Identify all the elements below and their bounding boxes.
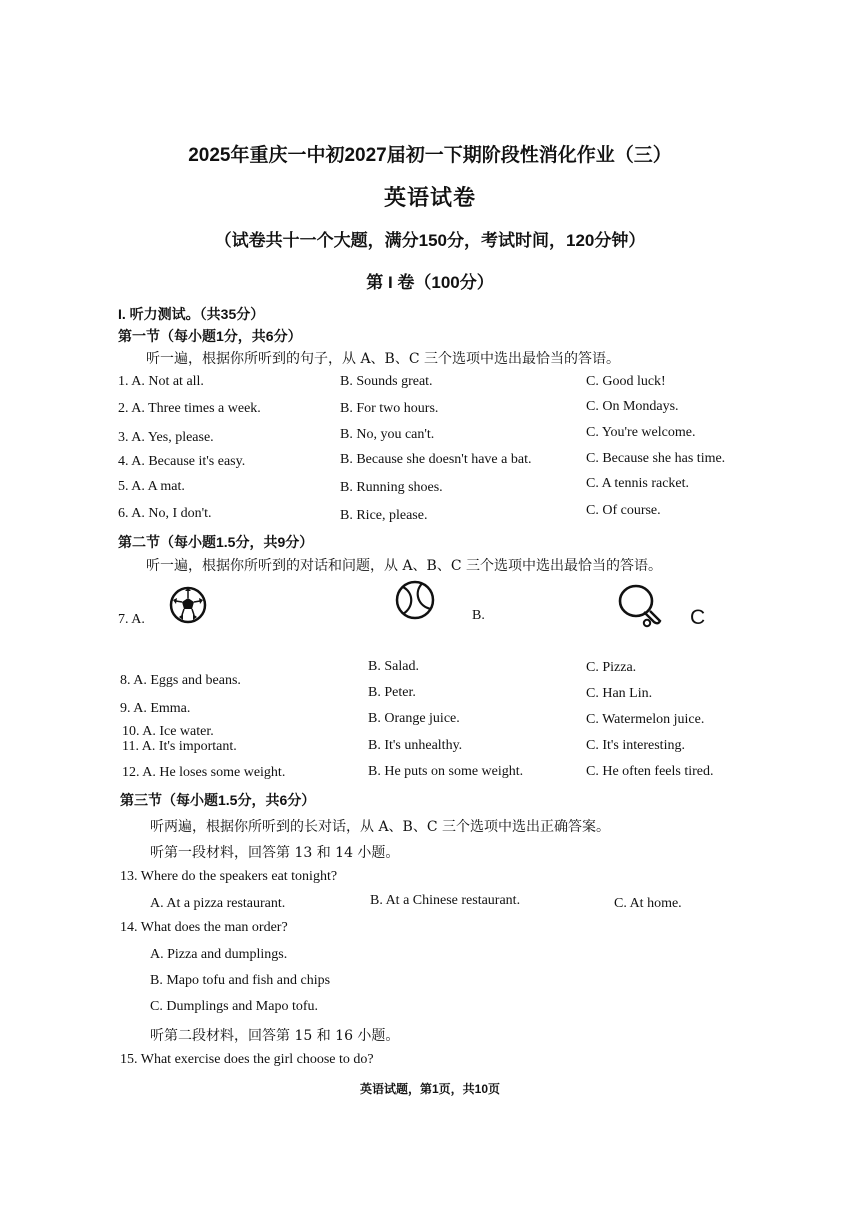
- q11-option-a: 11. A. It's important.: [122, 739, 237, 754]
- q8-option-c: C. Pizza.: [586, 660, 637, 675]
- exam-subject: 英语试卷: [383, 185, 476, 210]
- q10-option-c: C. Watermelon juice.: [586, 712, 705, 727]
- ping-pong-paddle-icon: [614, 581, 664, 629]
- exam-info: （试卷共十一个大题，满分150分，考试时间，120分钟）: [214, 231, 646, 250]
- q3-option-a: 3. A. Yes, please.: [118, 430, 214, 445]
- q5-option-b: B. Running shoes.: [340, 480, 443, 495]
- q12-option-b: B. He puts on some weight.: [368, 764, 524, 779]
- section3-heading: 第三节（每小题1.5分，共6分）: [120, 792, 316, 808]
- q11-option-c: C. It's interesting.: [586, 738, 685, 753]
- section2-heading: 第二节（每小题1.5分，共9分）: [118, 534, 314, 550]
- section1-heading: 第一节（每小题1分，共6分）: [118, 328, 302, 344]
- q14-question: 14. What does the man order?: [120, 920, 288, 935]
- q14-option-a: A. Pizza and dumplings.: [150, 947, 288, 962]
- q12-option-c: C. He often feels tired.: [586, 764, 714, 779]
- q13-option-c: C. At home.: [614, 896, 682, 911]
- exam-title: 2025年重庆一中初2027届初一下期阶段性消化作业（三）: [188, 145, 672, 166]
- q7-label-a: 7. A.: [118, 612, 145, 627]
- q1-option-c: C. Good luck!: [586, 374, 666, 389]
- tennis-ball-icon: [394, 579, 436, 621]
- q11-option-b: B. It's unhealthy.: [368, 738, 463, 753]
- q4-option-a: 4. A. Because it's easy.: [118, 454, 246, 469]
- q4-option-c: C. Because she has time.: [586, 451, 726, 466]
- q1-option-b: B. Sounds great.: [340, 374, 433, 389]
- section3-instruction: 听两遍，根据你所听到的长对话，从 A、B、C 三个选项中选出正确答案。: [150, 819, 611, 835]
- soccer-ball-icon: [168, 585, 208, 625]
- q15-question: 15. What exercise does the girl choose to do?: [120, 1052, 374, 1067]
- q14-option-c: C. Dumplings and Mapo tofu.: [150, 999, 318, 1014]
- q3-option-b: B. No, you can't.: [340, 427, 435, 442]
- q5-option-c: C. A tennis racket.: [586, 476, 690, 491]
- q10-option-b: B. Orange juice.: [368, 711, 460, 726]
- q9-option-c: C. Han Lin.: [586, 686, 653, 701]
- q12-option-a: 12. A. He loses some weight.: [122, 765, 286, 780]
- q7-label-b: B.: [472, 608, 485, 623]
- q13-question: 13. Where do the speakers eat tonight?: [120, 869, 338, 884]
- q7-label-c: C: [690, 606, 706, 629]
- q6-option-a: 6. A. No, I don't.: [118, 506, 212, 521]
- page-footer: 英语试题，第1页，共10页: [359, 1082, 501, 1096]
- q3-option-c: C. You're welcome.: [586, 425, 696, 440]
- material2-note: 听第二段材料，回答第 15 和 16 小题。: [150, 1028, 400, 1044]
- q2-option-b: B. For two hours.: [340, 401, 439, 416]
- material1-note: 听第一段材料，回答第 13 和 14 小题。: [150, 845, 400, 861]
- section1-instruction: 听一遍，根据你所听到的句子，从 A、B、C 三个选项中选出最恰当的答语。: [146, 351, 621, 367]
- q5-option-a: 5. A. A mat.: [118, 479, 185, 494]
- q13-option-a: A. At a pizza restaurant.: [150, 896, 286, 911]
- q4-option-b: B. Because she doesn't have a bat.: [340, 452, 532, 467]
- q6-option-b: B. Rice, please.: [340, 508, 428, 523]
- q13-option-b: B. At a Chinese restaurant.: [370, 893, 521, 908]
- section2-instruction: 听一遍，根据你所听到的对话和问题，从 A、B、C 三个选项中选出最恰当的答语。: [146, 558, 663, 574]
- q2-option-a: 2. A. Three times a week.: [118, 401, 261, 416]
- q9-option-a: 9. A. Emma.: [120, 701, 191, 716]
- part1-heading: I. 听力测试。（共35分）: [118, 306, 265, 322]
- q2-option-c: C. On Mondays.: [586, 399, 679, 414]
- q8-option-b: B. Salad.: [368, 659, 419, 674]
- q1-option-a: 1. A. Not at all.: [118, 374, 204, 389]
- q10-option-a: 10. A. Ice water.: [122, 724, 214, 739]
- q6-option-c: C. Of course.: [586, 503, 661, 518]
- volume-heading: 第 I 卷（100分）: [366, 273, 494, 292]
- q9-option-b: B. Peter.: [368, 685, 416, 700]
- q8-option-a: 8. A. Eggs and beans.: [120, 673, 241, 688]
- q14-option-b: B. Mapo tofu and fish and chips: [150, 973, 331, 988]
